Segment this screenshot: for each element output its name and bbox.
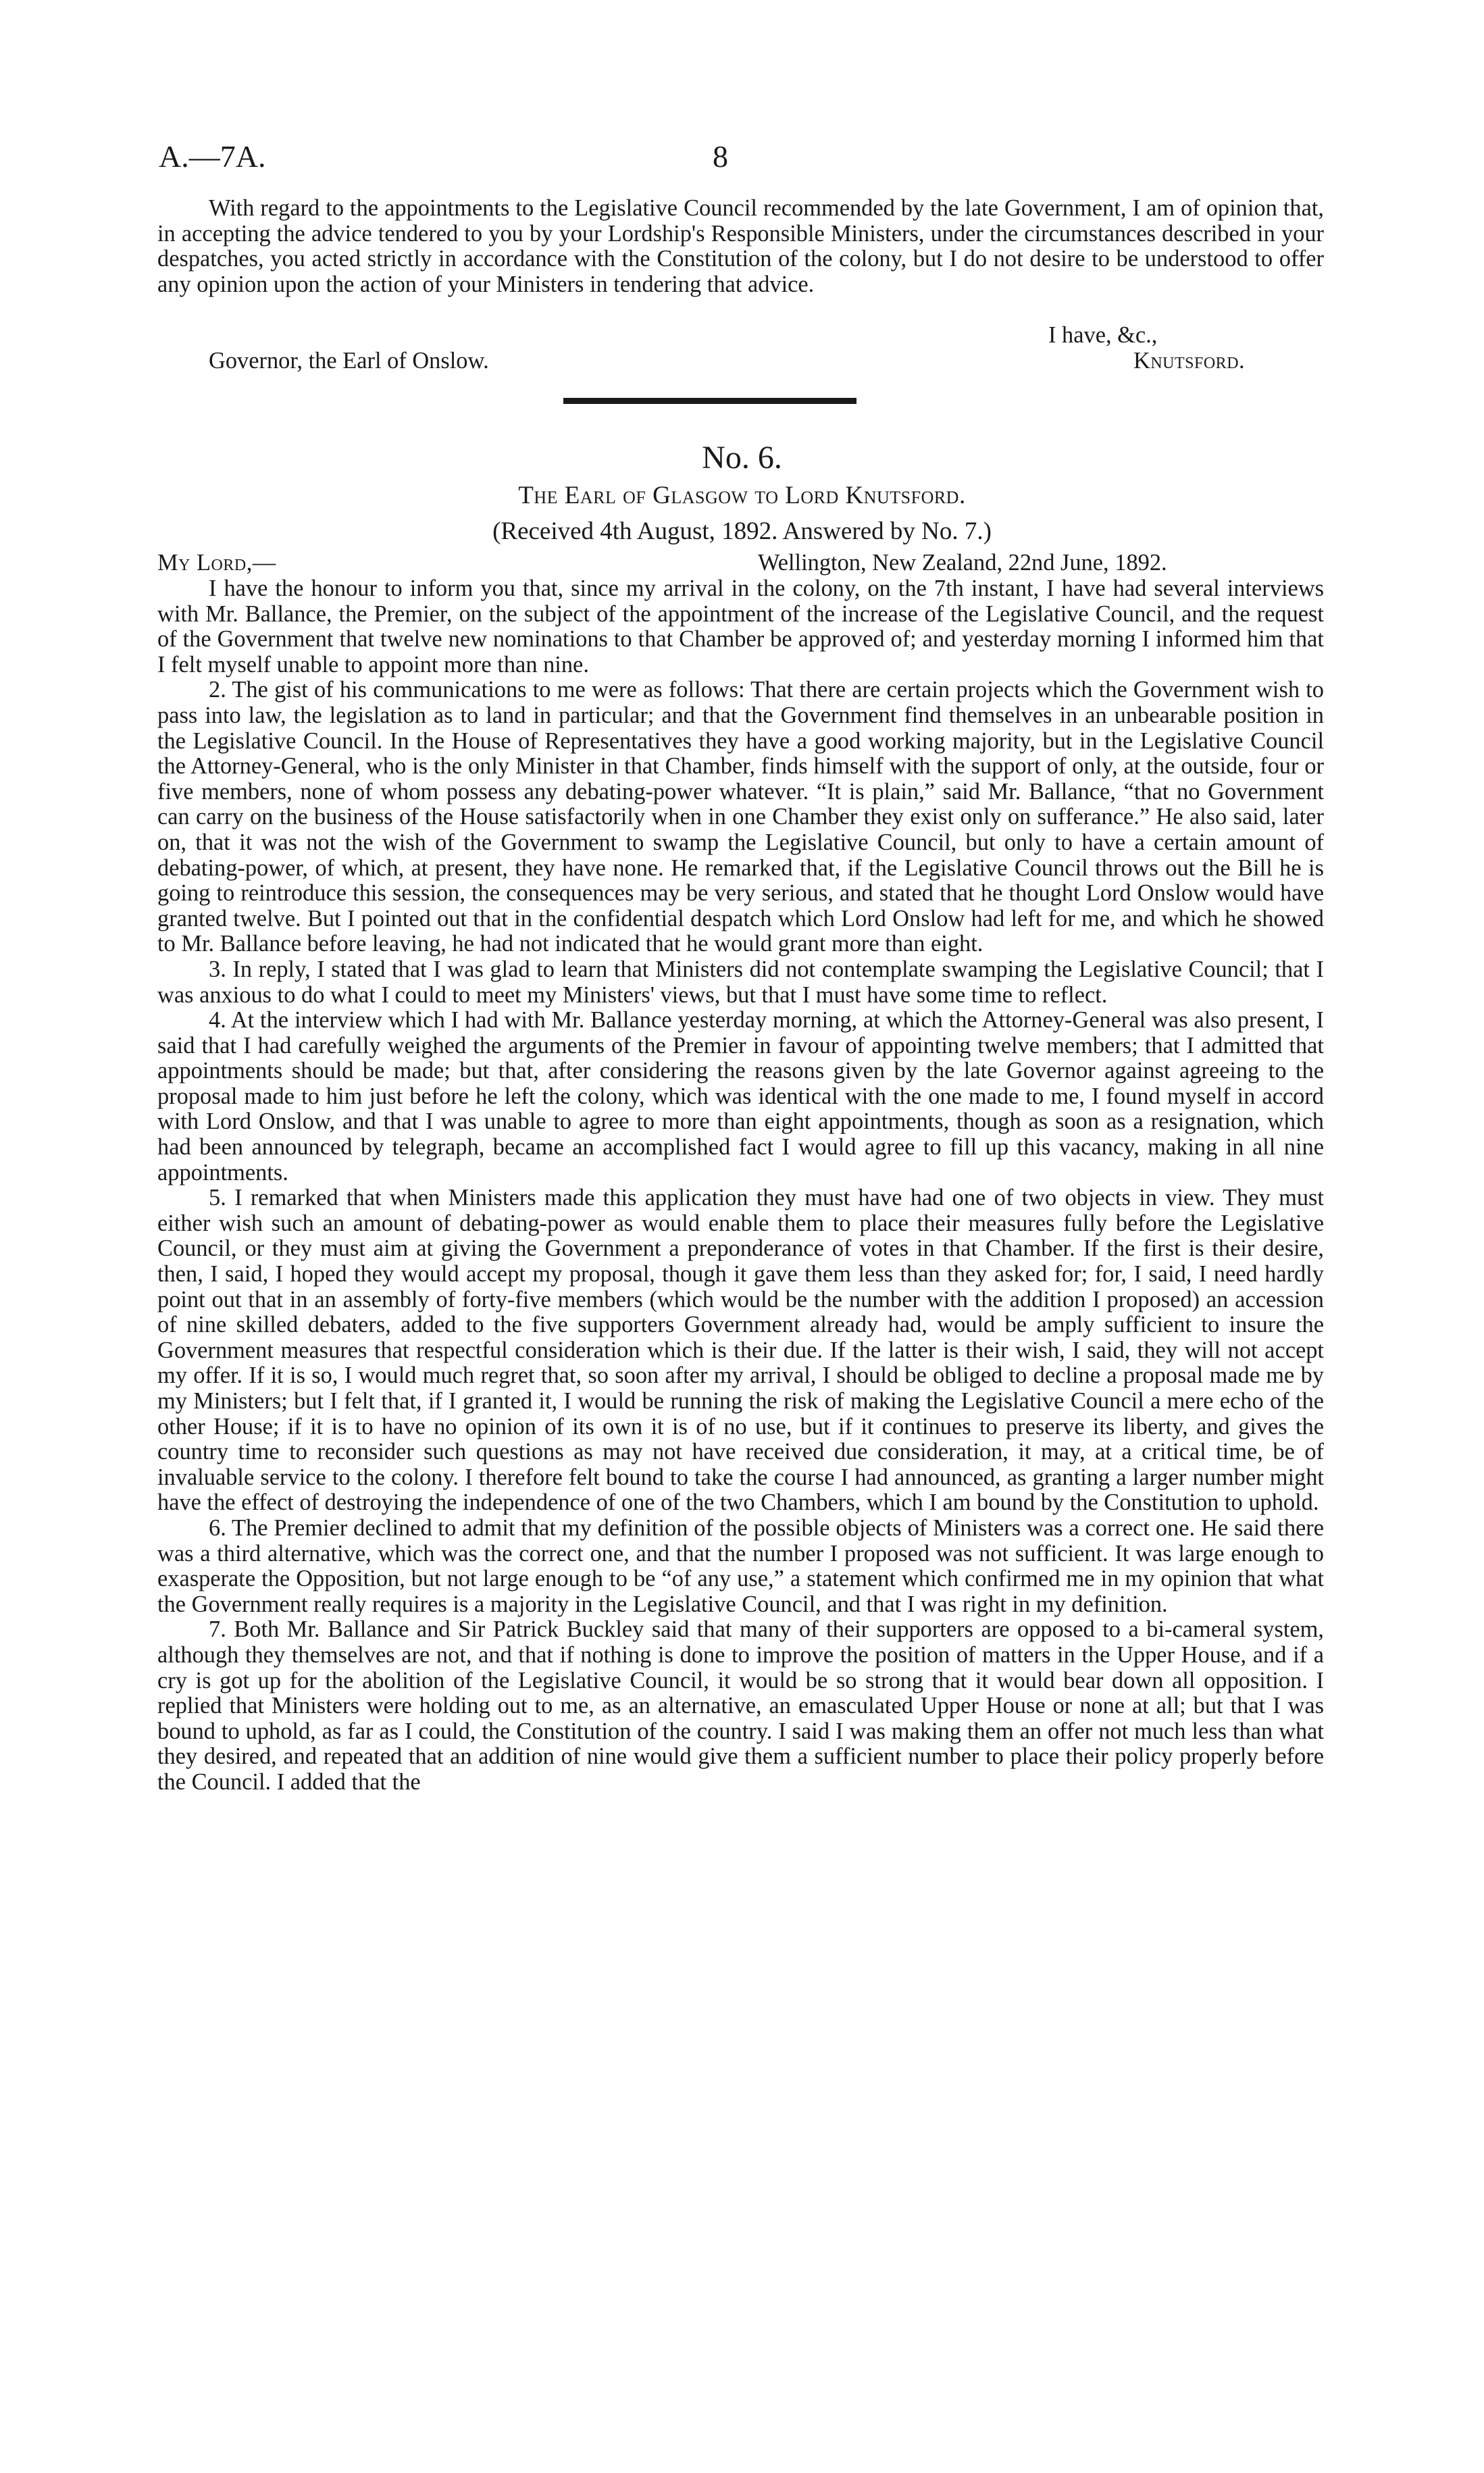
despatch-title: The Earl of Glasgow to Lord Knutsford. <box>518 482 966 509</box>
place-date: Wellington, New Zealand, 22nd June, 1892. <box>758 550 1167 576</box>
signature: Knutsford. <box>1133 348 1246 374</box>
previous-letter-text: With regard to the appointments to the Legislative Council recommended by the late Government, I am of opinion that, in accepting the advice tendered to you by your Lordship's Responsible Ministers, under the circumstances described in your despatches, you acted strictly in accordance with the Constitution of the colony, but I do not desire to be understood to offer any opinion upon the action of your Ministers in tendering that advice. <box>157 195 1324 297</box>
despatch-body <box>157 576 1324 1795</box>
paragraph-1: I have the honour to inform you that, since my arrival in the colony, on the 7th instant, I have had several interviews with Mr. Ballance, the Premier, on the subject of the appointment of the increase of the Legislative Council, and the request of the Government that twelve new nominations to that Chamber be approved of; and yesterday morning I informed him that I felt myself unable to appoint more than nine. <box>157 576 1324 678</box>
paragraph-4: 4. At the interview which I had with Mr. Ballance yesterday morning, at which the Attorney-General was also present, I said that I had carefully weighed the arguments of the Premier in favour of appointing twelve members; that I admitted that appointments should be made; but that, after considering the reasons given by the late Governor against agreeing to the proposal made to him just before he left the colony, which was identical with the one made to me, I found myself in accord with Lord Onslow, and that I was unable to agree to more than eight appointments, though as soon as a resignation, which had been announced by telegraph, became an accomplished fact I would agree to fill up this vacancy, making in all nine appointments. <box>157 1007 1324 1185</box>
despatch-received: (Received 4th August, 1892. Answered by No. 7.) <box>492 517 992 545</box>
paragraph-7: 7. Both Mr. Ballance and Sir Patrick Buckley said that many of their supporters are opposed to a bi-cameral system, although they themselves are not, and that if nothing is done to improve the position of matters in the Upper House, and if a cry is got up for the abolition of the Legislative Council, it would be so strong that it would bear down all opposition. I replied that Ministers were holding out to me, as an alternative, an emasculated Upper House or none at all; but that I was bound to uphold, as far as I could, the Constitution of the country. I said I was making them an offer not much less than what they desired, and repeated that an addition of nine would give them a sufficient number to place their policy properly before the Council. I added that the <box>157 1616 1324 1795</box>
page-number: 8 <box>713 139 728 174</box>
previous-letter <box>157 196 1324 297</box>
paragraph-6: 6. The Premier declined to admit that my definition of the possible objects of Ministers was a correct one. He said there was a third alternative, which was the correct one, and that the number I proposed was not sufficient. It was large enough to exasperate the Opposition, but not large enough to be “of any use,” a statement which confirmed me in my opinion that what the Government really requires is a majority in the Legislative Council, and that I was right in my definition. <box>157 1514 1324 1617</box>
paragraph-3: 3. In reply, I stated that I was glad to learn that Ministers did not contemplate swamping the Legislative Council; that I was anxious to do what I could to meet my Ministers' views, but that I must have some time to reflect. <box>157 956 1324 1008</box>
document-reference: A.—7A. <box>159 139 266 174</box>
section-divider <box>563 398 856 404</box>
closing-formula: I have, &c., <box>1048 322 1158 348</box>
paragraph-2: 2. The gist of his communications to me were as follows: That there are certain projects which the Government wish to pass into law, the legislation as to land in particular; and that the Government find themselves in an unbearable position in the Legislative Council. In the House of Representatives they have a good working majority, but in the Legislative Council the Attorney-General, who is the only Minister in that Chamber, finds himself with the support of only, at the outside, four or five members, none of whom possess any debating-power whatever. “It is plain,” said Mr. Ballance, “that no Government can carry on the business of the House satisfactorily when in one Chamber they exist only on sufferance.” He also said, later on, that it was not the wish of the Government to swamp the Legislative Council, but only to have a certain amount of debating-power, of which, at present, they have none. He remarked that, if the Legislative Council throws out the Bill he is going to reintroduce this session, the consequences may be very serious, and stated that he thought Lord Onslow would have granted twelve. But I pointed out that in the confidential despatch which Lord Onslow had left for me, and which he showed to Mr. Ballance before leaving, he had not indicated that he would grant more than eight. <box>157 677 1324 957</box>
despatch-number: No. 6. <box>702 440 782 476</box>
salutation: My Lord,— <box>157 550 276 576</box>
addressee: Governor, the Earl of Onslow. <box>209 348 489 374</box>
paragraph-5: 5. I remarked that when Ministers made this application they must have had one of two objects in view. They must either wish such an amount of debating-power as would enable them to place their measures fully before the Legislative Council, or they must aim at giving the Government a preponderance of votes in that Chamber. If the first is their desire, then, I said, I hoped they would accept my proposal, though it gave them less than they asked for; for, I said, I need hardly point out that in an assembly of forty-five members (which would be the number with the addition I proposed) an accession of nine skilled debaters, added to the five supporters Government already had, would be amply sufficient to insure the Government measures that respectful consideration which is their due. If the latter is their wish, I said, they will not accept my offer. If it is so, I would much regret that, so soon after my arrival, I should be obliged to decline a proposal made me by my Ministers; but I felt that, if I granted it, I would be running the risk of making the Legislative Council a mere echo of the other House; if it is to have no opinion of its own it is of no use, but if it continues to preserve its liberty, and gives the country time to reconsider such questions as may not have received due consideration, it may, at a critical time, be of invaluable service to the colony. I therefore felt bound to take the course I had announced, as granting a larger number might have the effect of destroying the independence of one of the two Chambers, which I am bound by the Constitution to uphold. <box>157 1185 1324 1516</box>
